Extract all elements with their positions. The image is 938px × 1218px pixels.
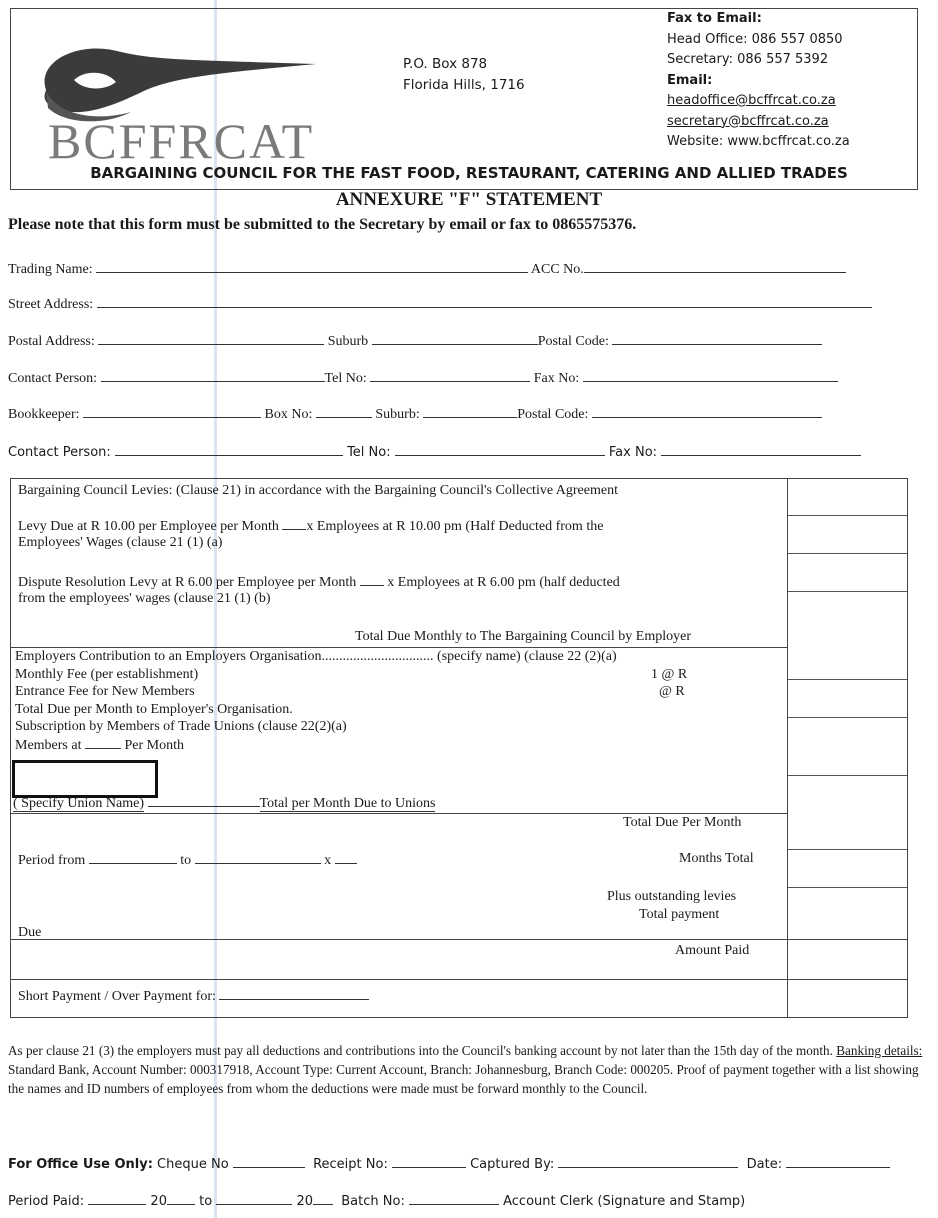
email-secretary-link[interactable]: secretary@bcffrcat.co.za	[667, 113, 829, 129]
bookkeeper-field[interactable]	[83, 405, 261, 418]
postal-address-field[interactable]	[98, 332, 324, 345]
dispute-clause-text: from the employees' wages (clause 21 (1) (b)	[18, 591, 271, 606]
levy-due-text: Levy Due at R 10.00 per Employee per Month	[18, 519, 283, 534]
banking-details-label: Banking details:	[836, 1043, 923, 1058]
banking-details-text: Standard Bank, Account Number: 000317918, Account Type: Current Account, Branch: Johannesburg, Branch Code: 000205. Proof of payment together with a list showing the names and ID numbers of employees from whom the deductions were made must be forward monthly to the Council.	[8, 1062, 919, 1097]
contact-person-row-2	[8, 443, 861, 460]
levies-heading: Bargaining Council Levies: (Clause 21) in accordance with the Bargaining Council's Collective Agreement	[18, 483, 618, 498]
amount-cell-sep	[788, 849, 907, 850]
levy-due-text-2: x Employees at R 10.00 pm (Half Deducted from the	[306, 519, 604, 534]
bookkeeper-postal-code-label: Postal Code:	[517, 407, 589, 422]
batch-no-label: Batch No:	[341, 1194, 405, 1209]
union-subscription: Subscription by Members of Trade Unions (clause 22(2)(a)	[15, 719, 347, 734]
total-unions-label: Total per Month Due to Unions	[259, 796, 436, 811]
address-line-2: Florida Hills, 1716	[403, 77, 525, 93]
bookkeeper-postal-code-field[interactable]	[592, 405, 822, 418]
monthly-fee-rate: 1 @ R	[651, 667, 688, 682]
period-paid-year-1[interactable]	[167, 1192, 195, 1205]
street-address-field[interactable]	[97, 295, 872, 308]
union-name-field[interactable]	[148, 794, 260, 807]
captured-by-field[interactable]	[558, 1155, 738, 1168]
levy-clause-text: Employees' Wages (clause 21 (1) (a)	[18, 535, 223, 550]
office-use-label: For Office Use Only:	[8, 1157, 153, 1172]
levy-employee-count-field[interactable]	[282, 517, 306, 530]
period-paid-year-2[interactable]	[313, 1192, 333, 1205]
postal-address-row	[8, 332, 822, 350]
total-payment: Total payment	[639, 907, 720, 922]
cheque-no-field[interactable]	[233, 1155, 305, 1168]
amount-cell-sep	[788, 591, 907, 592]
section-divider	[11, 813, 787, 814]
submission-note: Please note that this form must be submitted to the Secretary by email or fax to 0865575376.	[8, 216, 637, 233]
specify-union-label: ( Specify Union Name)	[13, 796, 145, 811]
amount-cell-sep	[788, 553, 907, 554]
dispute-levy-text: Dispute Resolution Levy at R 6.00 per Employee per Month	[18, 575, 360, 590]
year-prefix-1: 20	[150, 1194, 167, 1209]
receipt-no-label: Receipt No:	[313, 1157, 388, 1172]
union-name-box[interactable]	[12, 760, 158, 798]
suburb-field[interactable]	[372, 332, 538, 345]
section-divider	[11, 939, 907, 940]
postal-address	[403, 54, 525, 96]
fax-no-2-label: Fax No:	[608, 445, 658, 460]
address-line-1: P.O. Box 878	[403, 56, 488, 72]
contact-person-2-field[interactable]	[115, 443, 343, 456]
bookkeeper-suburb-field[interactable]	[423, 405, 517, 418]
months-total: Months Total	[679, 851, 754, 866]
section-divider	[11, 647, 787, 648]
account-clerk-label: Account Clerk (Signature and Stamp)	[503, 1194, 746, 1209]
dispute-levy-text-2: x Employees at R 6.00 pm (half deducted	[383, 575, 620, 590]
total-due-per-month: Total Due Per Month	[623, 815, 742, 830]
period-to-field[interactable]	[195, 851, 321, 864]
payment-instructions-text: As per clause 21 (3) the employers must pay all deductions and contributions into the Council's banking account by not later than the 15th day of the month.	[8, 1043, 837, 1058]
bookkeeper-label: Bookkeeper:	[8, 407, 80, 422]
section-divider	[11, 979, 907, 980]
entrance-fee: Entrance Fee for New Members	[15, 684, 195, 699]
amount-column-divider	[787, 479, 788, 1017]
period-line	[18, 851, 357, 869]
period-paid-row	[8, 1192, 745, 1209]
fax-no-field[interactable]	[583, 369, 838, 382]
tel-no-field[interactable]	[370, 369, 530, 382]
council-name: BARGAINING COUNCIL FOR THE FAST FOOD, RESTAURANT, CATERING AND ALLIED TRADES	[90, 164, 848, 182]
months-count-field[interactable]	[335, 851, 357, 864]
payment-instructions	[8, 1041, 928, 1099]
acc-no-field[interactable]	[584, 260, 846, 273]
amount-cell-sep	[788, 515, 907, 516]
fax-no-2-field[interactable]	[661, 443, 861, 456]
postal-code-field[interactable]	[612, 332, 822, 345]
total-due-org: Total Due per Month to Employer's Organisation.	[15, 702, 293, 717]
date-field[interactable]	[786, 1155, 890, 1168]
bookkeeper-row	[8, 405, 822, 423]
period-paid-label: Period Paid:	[8, 1194, 85, 1209]
members-count-field[interactable]	[85, 736, 121, 749]
levy-statement-table	[10, 478, 908, 1018]
email-heading: Email:	[667, 72, 713, 88]
period-paid-to-label: to	[199, 1194, 213, 1209]
entrance-fee-rate: @ R	[659, 684, 685, 699]
captured-by-label: Captured By:	[470, 1157, 555, 1172]
office-use-row	[8, 1155, 890, 1172]
short-payment-line	[18, 987, 369, 1005]
tel-no-2-label: Tel No:	[347, 445, 391, 460]
fax-no-label: Fax No:	[533, 371, 580, 386]
logo-wordmark: BCFFRCAT	[48, 113, 315, 169]
dispute-employee-count-field[interactable]	[360, 573, 384, 586]
contact-person-row	[8, 369, 838, 387]
batch-no-field[interactable]	[409, 1192, 499, 1205]
contact-person-2-label: Contact Person:	[8, 445, 111, 460]
contact-person-label: Contact Person:	[8, 371, 98, 386]
amount-paid: Amount Paid	[675, 943, 750, 958]
trading-name-field[interactable]	[96, 260, 528, 273]
website: Website: www.bcffrcat.co.za	[667, 134, 850, 149]
period-x-label: x	[324, 853, 332, 868]
fax-heading: Fax to Email:	[667, 11, 762, 26]
tel-no-label: Tel No:	[324, 371, 367, 386]
amount-cell-sep	[788, 679, 907, 680]
employers-contribution: Employers Contribution to an Employers Organisation................................ (specify name) (clause 22 (2)(a)	[15, 649, 617, 664]
period-paid-to-field[interactable]	[216, 1192, 292, 1205]
date-label: Date:	[746, 1157, 783, 1172]
box-no-label: Box No:	[264, 407, 313, 422]
short-payment-label: Short Payment / Over Payment for:	[18, 989, 216, 1004]
trading-name-label: Trading Name:	[8, 262, 93, 277]
cheque-no-label: Cheque No	[157, 1157, 229, 1172]
dispute-levy-line	[18, 573, 620, 591]
contact-person-field[interactable]	[101, 369, 325, 382]
period-from-label: Period from	[18, 853, 86, 868]
receipt-no-field[interactable]	[392, 1155, 466, 1168]
period-paid-from-field[interactable]	[88, 1192, 146, 1205]
postal-address-label: Postal Address:	[8, 334, 95, 349]
period-from-field[interactable]	[89, 851, 177, 864]
members-at-label: Members at	[15, 738, 82, 753]
levy-due-line	[18, 517, 603, 535]
period-to-label: to	[180, 853, 192, 868]
monthly-fee: Monthly Fee (per establishment)	[15, 667, 199, 682]
plus-outstanding-levies: Plus outstanding levies	[607, 889, 737, 904]
suburb-label: Suburb	[327, 334, 369, 349]
amount-cell-sep	[788, 717, 907, 718]
postal-code-label: Postal Code:	[537, 334, 609, 349]
per-month-label: Per Month	[124, 738, 184, 753]
fax-head-office: Head Office: 086 557 0850	[667, 31, 843, 47]
bookkeeper-suburb-label: Suburb:	[375, 407, 420, 422]
box-no-field[interactable]	[316, 405, 372, 418]
fax-secretary: Secretary: 086 557 5392	[667, 52, 829, 67]
amount-cell-sep	[788, 887, 907, 888]
year-prefix-2: 20	[296, 1194, 313, 1209]
street-address-row	[8, 295, 872, 313]
amount-cell-sep	[788, 775, 907, 776]
comet-logo-icon	[26, 30, 326, 125]
street-address-label: Street Address:	[8, 297, 94, 312]
short-payment-field[interactable]	[219, 987, 369, 1000]
email-head-office-link[interactable]: headoffice@bcffrcat.co.za	[667, 93, 836, 108]
page-title: ANNEXURE "F" STATEMENT	[335, 189, 603, 210]
acc-no-label: ACC No.	[530, 262, 584, 277]
contact-details	[667, 9, 850, 153]
due-label: Due	[18, 925, 42, 940]
trading-name-row	[8, 260, 846, 278]
total-due-council: Total Due Monthly to The Bargaining Council by Employer	[355, 629, 692, 644]
members-at-line	[15, 736, 184, 754]
tel-no-2-field[interactable]	[395, 443, 605, 456]
